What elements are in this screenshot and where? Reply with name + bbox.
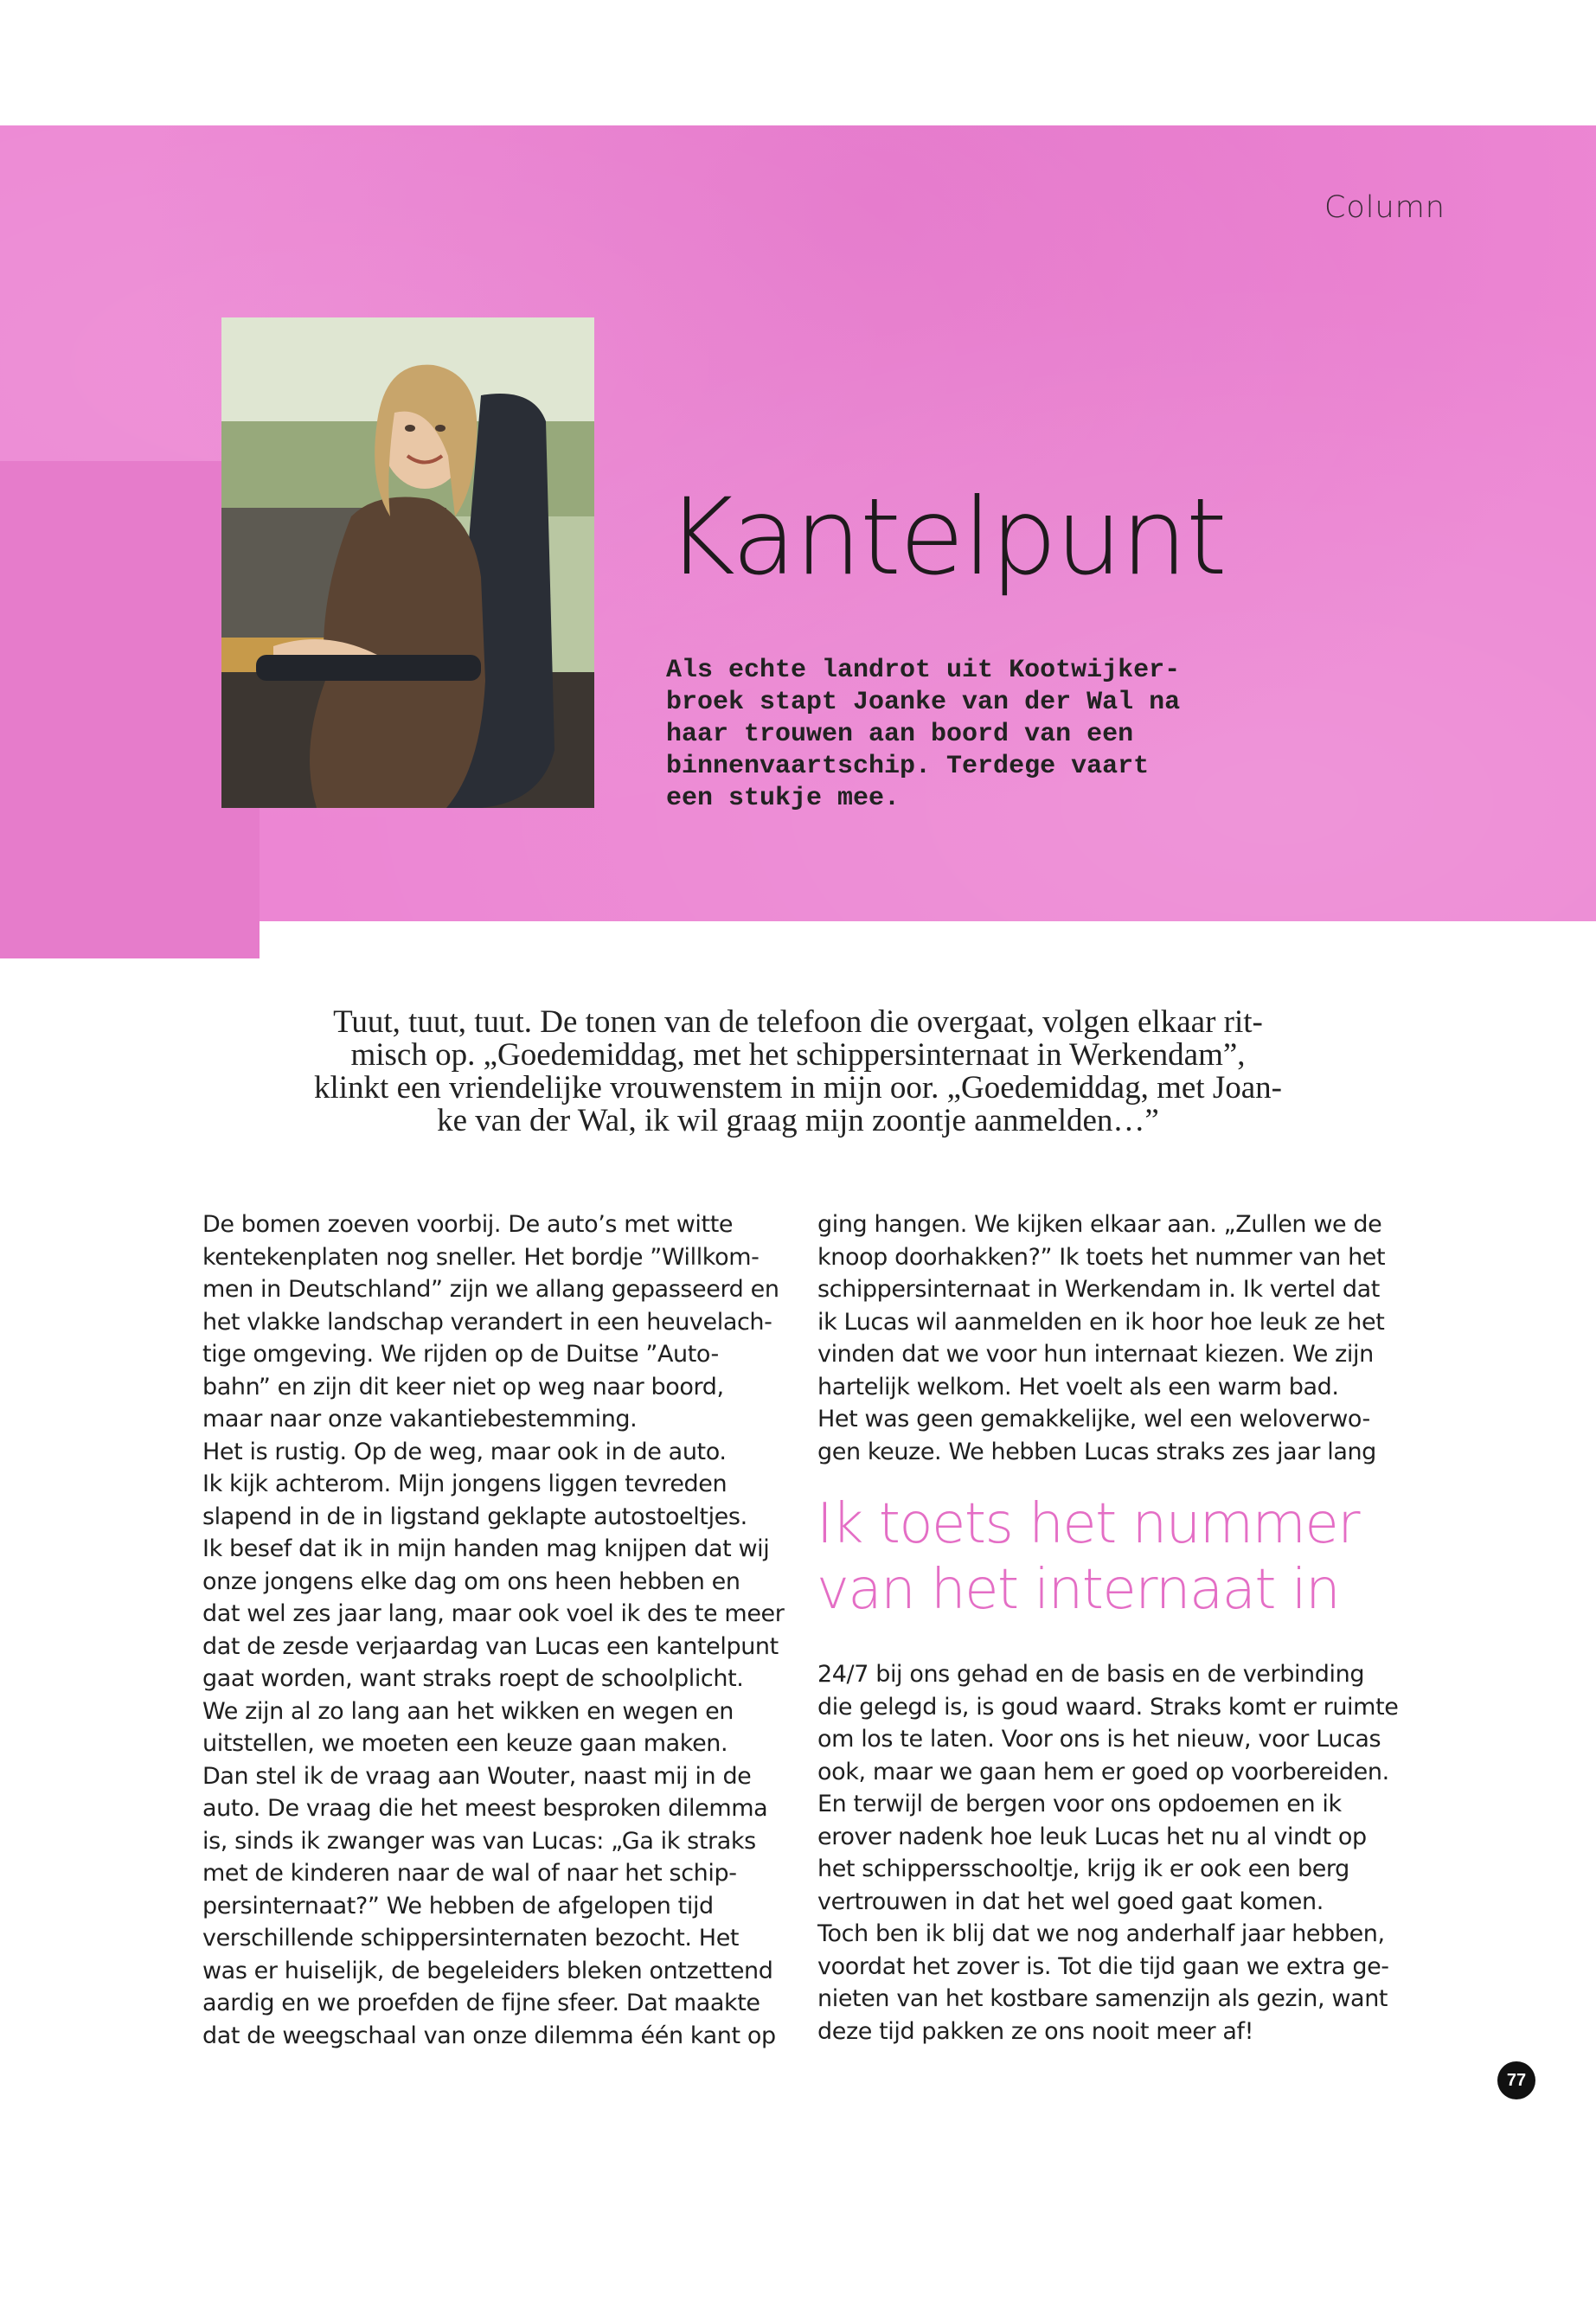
body-line: Ik kijk achterom. Mijn jongens liggen tevreden (202, 1471, 727, 1497)
body-line: De bomen zoeven voorbij. De auto’s met witte (202, 1211, 734, 1238)
body-line: uitstellen, we moeten een keuze gaan maken. (202, 1730, 728, 1757)
body-line: hartelijk welkom. Het voelt als een warm bad. (817, 1373, 1339, 1400)
body-line: het schippersschooltje, krijg ik er ook een berg (817, 1856, 1349, 1882)
lede-line: ke van der Wal, ik wil graag mijn zoontje aanmelden…” (437, 1103, 1159, 1138)
pull-quote-line: Ik toets het nummer (817, 1492, 1360, 1556)
body-line: is, sinds ik zwanger was van Lucas: „Ga ik straks (202, 1827, 756, 1855)
portrait-photo (221, 317, 594, 808)
body-line: nieten van het kostbare samenzijn als gezin, want (817, 1985, 1388, 2012)
body-line: auto. De vraag die het meest besproken dilemma (202, 1795, 768, 1822)
body-line: ook, maar we gaan hem er goed op voorbereiden. (817, 1758, 1389, 1785)
body-column-right-bottom (817, 1658, 1406, 2048)
lede-paragraph (242, 1006, 1354, 1138)
body-line: slapend in de in ligstand geklapte autostoeltjes. (202, 1503, 747, 1530)
pull-quote-line: van het internaat in (817, 1558, 1340, 1622)
intro-line: een stukje mee. (666, 784, 901, 813)
body-line: persinternaat?” We hebben de afgelopen tijd (202, 1892, 714, 1920)
pull-quote (817, 1491, 1422, 1623)
body-line: aardig en we proefden de fijne sfeer. Dat maakte (202, 1990, 760, 2016)
body-line: het vlakke landschap verandert in een heuvelach- (202, 1308, 772, 1336)
intro-line: Als echte landrot uit Kootwijker- (666, 656, 1181, 685)
body-line: Toch ben ik blij dat we nog anderhalf jaar hebben, (817, 1920, 1385, 1947)
body-line: om los te laten. Voor ons is het nieuw, voor Lucas (817, 1726, 1381, 1753)
body-line: Het is rustig. Op de weg, maar ook in de auto. (202, 1438, 727, 1465)
body-line: verschillende schippersinternaten bezocht. Het (202, 1925, 740, 1952)
body-line: schippersinternaat in Werkendam in. Ik vertel dat (817, 1276, 1380, 1303)
body-line: dat de zesde verjaardag van Lucas een kantelpunt (202, 1632, 779, 1660)
body-line: kentekenplaten nog sneller. Het bordje ”Willkom- (202, 1243, 760, 1271)
body-line: met de kinderen naar de wal of naar het schip- (202, 1860, 737, 1887)
body-line: gaat worden, want straks roept de schoolplicht. (202, 1665, 744, 1692)
intro-line: haar trouwen aan boord van een (666, 720, 1134, 749)
intro-line: broek stapt Joanke van der Wal na (666, 688, 1181, 717)
body-line: men in Deutschland” zijn we allang gepasseerd en (202, 1276, 779, 1303)
page-number-badge: 77 (1497, 2061, 1535, 2099)
body-line: Het was geen gemakkelijke, wel een weloverwo- (817, 1406, 1370, 1433)
body-line: gen keuze. We hebben Lucas straks zes jaar lang (817, 1438, 1376, 1465)
body-line: tige omgeving. We rijden op de Duitse ”Auto- (202, 1341, 719, 1368)
body-column-left (202, 1208, 791, 2052)
decorative-tab (0, 461, 260, 958)
article-title: Kantelpunt (666, 476, 1226, 599)
body-line: dat wel zes jaar lang, maar ook voel ik des te meer (202, 1600, 785, 1627)
body-line: dat de weegschaal van onze dilemma één kant op (202, 2022, 776, 2049)
intro-line: binnenvaartschip. Terdege vaart (666, 752, 1150, 781)
body-line: was er huiselijk, de begeleiders bleken ontzettend (202, 1957, 773, 1984)
body-line: vinden dat we voor hun internaat kiezen. We zijn (817, 1341, 1374, 1368)
intro-text (666, 655, 1289, 815)
portrait-photo-illustration (221, 317, 594, 808)
body-line: 24/7 bij ons gehad en de basis en de verbinding (817, 1661, 1365, 1688)
body-line: onze jongens elke dag om ons heen hebben en (202, 1567, 740, 1595)
body-column-right-top (817, 1208, 1406, 1468)
body-line: voordat het zover is. Tot die tijd gaan we extra ge- (817, 1952, 1389, 1980)
body-line: deze tijd pakken ze ons nooit meer af! (817, 2017, 1254, 2045)
body-line: knoop doorhakken?” Ik toets het nummer van het (817, 1243, 1386, 1271)
body-line: erover nadenk hoe leuk Lucas het nu al vindt op (817, 1823, 1367, 1850)
body-line: vertrouwen in dat het wel goed gaat komen. (817, 1888, 1324, 1915)
body-line: Ik besef dat ik in mijn handen mag knijpen dat wij (202, 1535, 770, 1562)
body-line: Dan stel ik de vraag aan Wouter, naast mij in de (202, 1762, 752, 1790)
lede-line: klinkt een vriendelijke vrouwenstem in mijn oor. „Goedemiddag, met Joan- (314, 1070, 1282, 1106)
body-line: die gelegd is, is goud waard. Straks komt er ruimte (817, 1693, 1399, 1721)
body-line: bahn” en zijn dit keer niet op weg naar boord, (202, 1373, 724, 1400)
lede-line: misch op. „Goedemiddag, met het schippersinternaat in Werkendam”, (350, 1037, 1246, 1073)
section-label: Column (1324, 190, 1445, 225)
body-line: En terwijl de bergen voor ons opdoemen en ik (817, 1791, 1342, 1817)
body-line: We zijn al zo lang aan het wikken en wegen en (202, 1697, 734, 1725)
body-line: ging hangen. We kijken elkaar aan. „Zullen we de (817, 1211, 1382, 1238)
body-line: maar naar onze vakantiebestemming. (202, 1406, 638, 1433)
lede-line: Tuut, tuut, tuut. De tonen van de telefoon die overgaat, volgen elkaar rit- (333, 1004, 1263, 1040)
body-line: ik Lucas wil aanmelden en ik hoor hoe leuk ze het (817, 1308, 1385, 1336)
